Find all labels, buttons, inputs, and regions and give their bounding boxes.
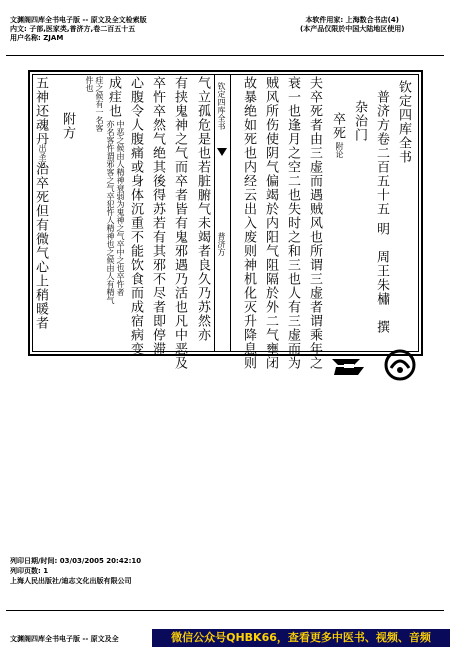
banner-book-title: 钦定四库全书	[217, 82, 226, 130]
wechat-banner[interactable]: 微信公众号QHBK66，查看更多中医书、视频、音频	[152, 629, 450, 647]
header-title: 文渊阁四库全书电子版 -- 原文及全文检索版	[10, 16, 147, 24]
header-content-path: 内文: 子部,医家类,普济方,卷二百五十五	[10, 25, 136, 33]
prescription-source: 出圣方	[38, 144, 47, 168]
body-col-2: 衰一也逢月之空二也失时之和三也人有三虚而为	[285, 76, 300, 370]
body-col-6: 有挟鬼神之气而卒者皆有鬼邪遇乃活也凡中恶及	[172, 76, 187, 370]
note-line-b: 亦名客忤谓邪客之气卒犯忤人精神也之候由人有精气	[106, 120, 115, 304]
header-region-note: (本产品仅限於中国大陆地区使用)	[300, 25, 405, 33]
note-small-a: 疰之候有一名客	[95, 76, 104, 132]
prescription-name: 五神还魂丹	[33, 76, 48, 146]
note-pair-1	[106, 120, 124, 304]
footer-divider	[6, 610, 444, 611]
publisher: 上海人民出版社/迪志文化出版有限公司	[10, 577, 132, 585]
body-col-9: 成疰也	[106, 76, 121, 118]
fishtail-mark	[217, 148, 227, 156]
note-line-a: 中恶之候由人精神衰弱为鬼神之气卒中之也卒忤者	[116, 120, 125, 296]
header-licensee: 本软件用家: 上海数合书店(4)	[305, 16, 399, 24]
body-col-3: 贼风所伤使阴气偏竭於内阳气阻隔於外二气壅闭	[263, 76, 278, 370]
body-col-7: 卒忤卒然气绝其後得苏若有其邪不尽者即停滞	[150, 76, 165, 356]
print-pages: 列印页数: 1	[10, 567, 49, 575]
next-page-header: 文渊阁四库全书电子版 -- 原文及全	[10, 635, 119, 643]
banner-border-left	[230, 75, 231, 351]
subsection-note: 附论	[335, 142, 344, 158]
body-col-1: 夫卒死者由三虚而遇贼风也所谓三虚者谓乘年之	[307, 76, 322, 370]
section-col: 杂治门	[352, 100, 367, 142]
header-left	[10, 16, 147, 43]
banner-border-right	[214, 75, 215, 351]
page-frame	[28, 70, 423, 370]
author-col: 明 周王朱橚 撰	[374, 222, 389, 334]
header-divider	[6, 55, 444, 56]
body-col-4: 故暴绝如死也内经云出入废则神机化灭升降息则	[241, 76, 256, 370]
note-small-b: 件也	[85, 76, 94, 92]
header-right	[300, 16, 404, 34]
body-col-5: 气立孤危是也若脏腑气未竭者良久乃苏然亦	[195, 76, 210, 342]
body-col-8: 心腹令人腹痛或身体沉重不能饮食而成宿病变	[128, 76, 143, 356]
seal-logo-icon	[383, 348, 417, 382]
subsection-col: 卒死	[330, 112, 345, 140]
s-logo-icon	[330, 355, 366, 379]
banner-volume: 普济方	[217, 232, 226, 256]
header-user: 用户名称: ZJAM	[10, 34, 64, 42]
note-pair-2	[85, 76, 103, 132]
book-title-col: 钦定四库全书	[396, 80, 411, 164]
print-date: 列印日期/时间: 03/03/2005 20:42:10	[10, 557, 142, 565]
volume-col: 普济方卷二百五十五	[374, 90, 389, 216]
method-heading: 附方	[60, 112, 75, 140]
prescription-text: 治卒死但有微气心上稍暖者	[33, 162, 48, 330]
